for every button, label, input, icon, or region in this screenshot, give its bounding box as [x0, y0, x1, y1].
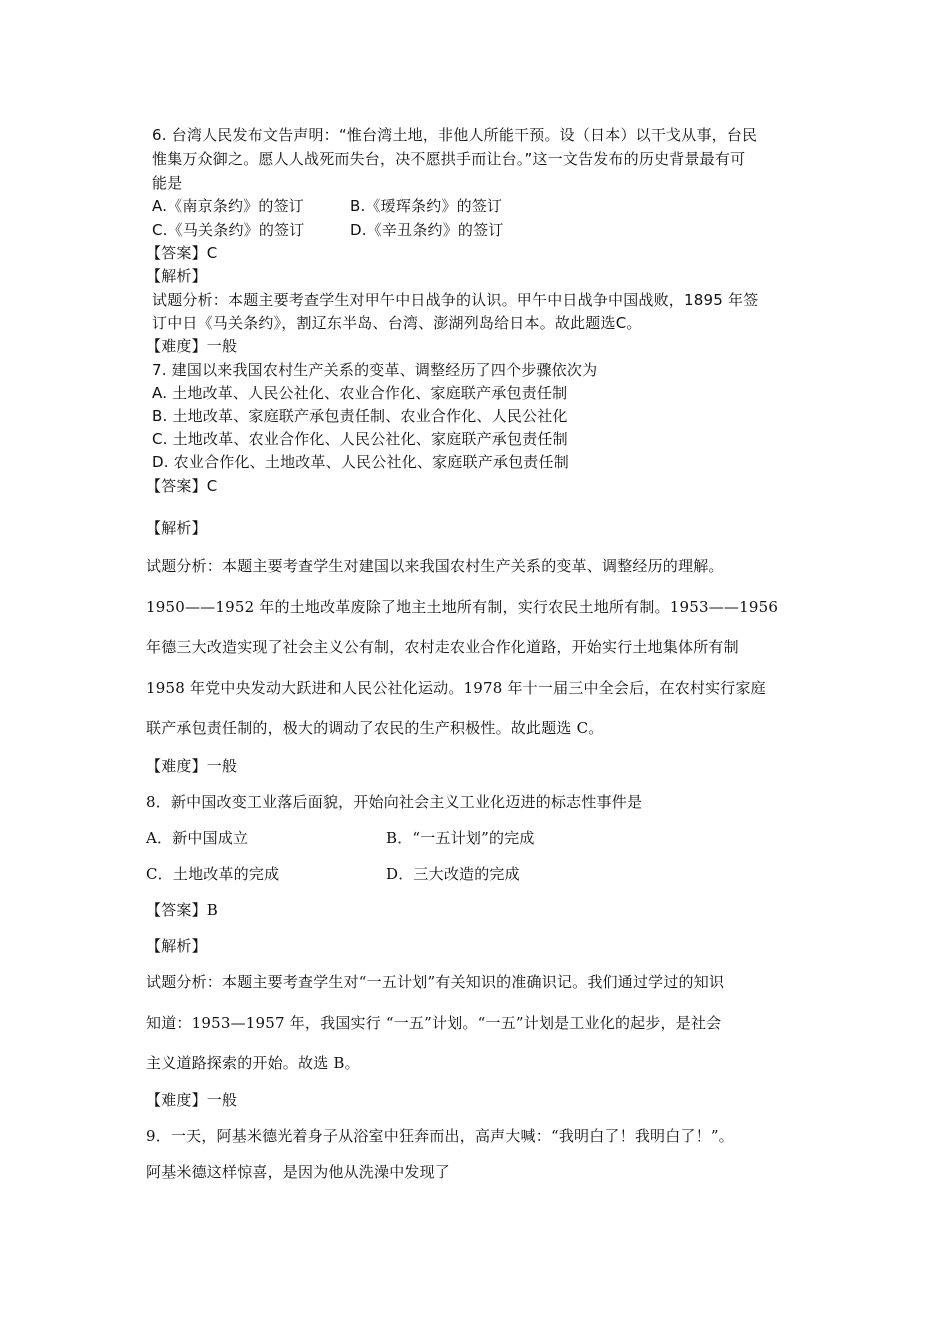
q6-difficulty: 【难度】一般 — [146, 337, 238, 355]
q7-option-b: B. 土地改革、家庭联产承包责任制、农业合作化、人民公社化 — [152, 407, 568, 425]
q8-answer: 【答案】B — [146, 901, 219, 919]
q8-option-b: B．“一五计划”的完成 — [386, 829, 535, 847]
q7-option-c: C. 土地改革、农业合作化、人民公社化、家庭联产承包责任制 — [152, 430, 568, 448]
q6-option-a: A.《南京条约》的签订 — [152, 197, 304, 215]
q8-analysis-line-2: 知道：1953—1957 年，我国实行 “一五”计划。“一五”计划是工业化的起步，是社会 — [146, 1014, 722, 1032]
q6-stem-line-1: 6. 台湾人民发布文告声明：“惟台湾土地，非他人所能干预。设（日本）以干戈从事，台民 — [152, 126, 758, 144]
q8-stem: 8．新中国改变工业落后面貌，开始向社会主义工业化迈进的标志性事件是 — [146, 793, 643, 811]
q7-analysis-line-1: 试题分析：本题主要考查学生对建国以来我国农村生产关系的变革、调整经历的理解。 — [146, 557, 724, 575]
q8-option-c: C．土地改革的完成 — [146, 865, 280, 883]
q7-analysis-line-2: 1950——1952 年的土地改革废除了地主土地所有制，实行农民土地所有制。1953——1956 — [146, 598, 779, 616]
q6-analysis-line-2: 订中日《马关条约》，割辽东半岛、台湾、澎湖列岛给日本。故此题选C。 — [152, 314, 642, 332]
q7-analysis-label: 【解析】 — [146, 519, 207, 537]
q8-analysis-line-3: 主义道路探索的开始。故选 B。 — [146, 1054, 360, 1072]
q6-analysis-label: 【解析】 — [146, 267, 207, 285]
q6-answer: 【答案】C — [146, 244, 218, 262]
q7-analysis-line-3: 年德三大改造实现了社会主义公有制，农村走农业合作化道路，开始实行土地集体所有制 — [146, 638, 739, 656]
q8-analysis-label: 【解析】 — [146, 937, 207, 955]
q8-analysis-line-1: 试题分析：本题主要考查学生对“一五计划”有关知识的准确识记。我们通过学过的知识 — [146, 973, 725, 991]
q6-stem-line-2: 惟集万众御之。愿人人战死而失台，决不愿拱手而让台。”这一文告发布的历史背景最有可 — [152, 150, 746, 168]
q6-option-b: B.《瑷珲条约》的签订 — [350, 197, 503, 215]
q8-option-d: D．三大改造的完成 — [386, 865, 520, 883]
q9-stem-line-2: 阿基米德这样惊喜，是因为他从洗澡中发现了 — [146, 1163, 451, 1181]
q7-option-d: D. 农业合作化、土地改革、人民公社化、家庭联产承包责任制 — [152, 453, 569, 471]
q6-option-c: C.《马关条约》的签订 — [152, 221, 305, 239]
q7-stem: 7. 建国以来我国农村生产关系的变革、调整经历了四个步骤依次为 — [152, 361, 598, 379]
q8-option-a: A．新中国成立 — [146, 829, 249, 847]
q7-analysis-line-5: 联产承包责任制的，极大的调动了农民的生产积极性。故此题选 C。 — [146, 719, 604, 737]
q6-option-d: D.《辛丑条约》的签订 — [350, 221, 504, 239]
q9-stem-line-1: 9．一天，阿基米德光着身子从浴室中狂奔而出，高声大喊：“我明白了！我明白了！”。 — [146, 1127, 734, 1145]
q7-analysis-line-4: 1958 年党中央发动大跃进和人民公社化运动。1978 年十一届三中全会后，在农村实行家庭 — [146, 679, 766, 697]
q8-difficulty: 【难度】一般 — [146, 1091, 238, 1109]
q6-stem-line-3: 能是 — [152, 174, 183, 192]
q7-option-a: A. 土地改革、人民公社化、农业合作化、家庭联产承包责任制 — [152, 384, 568, 402]
q7-difficulty: 【难度】一般 — [146, 757, 238, 775]
q7-answer: 【答案】C — [146, 477, 218, 495]
q6-analysis-line-1: 试题分析：本题主要考查学生对甲午中日战争的认识。甲午中日战争中国战败，1895 年签 — [152, 291, 759, 309]
